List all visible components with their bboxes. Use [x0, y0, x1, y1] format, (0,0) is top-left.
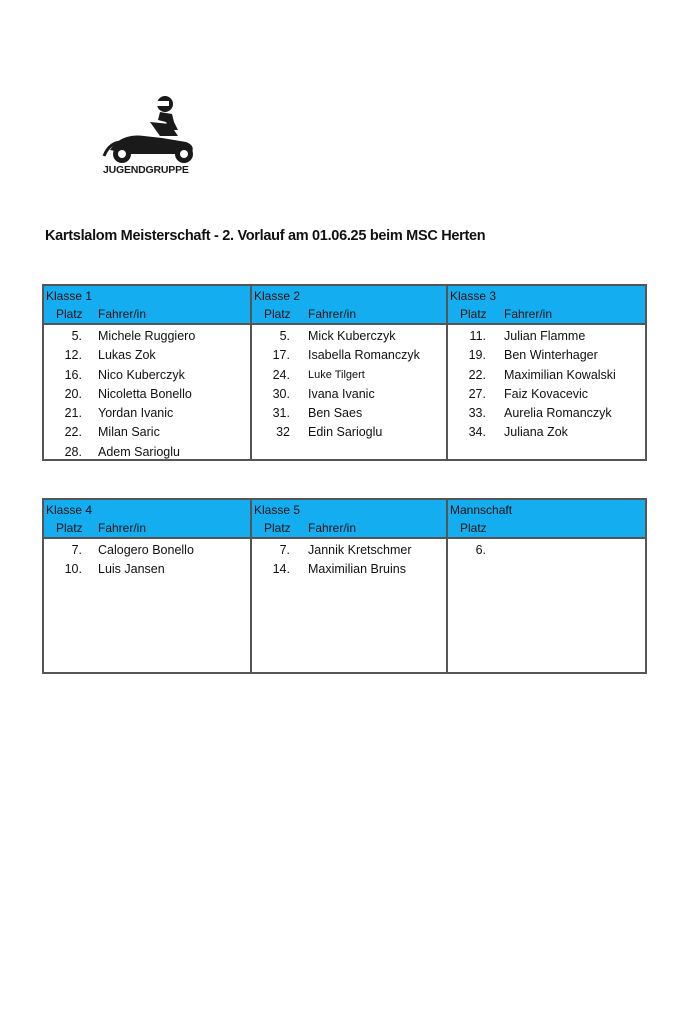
- platz-header: Platz: [264, 307, 291, 321]
- table-row: 22. Milan Saric: [64, 425, 160, 440]
- fahrer-header: Fahrer/in: [504, 307, 553, 321]
- table-row: 24. Luke Tilgert: [272, 367, 365, 382]
- table-row: 21. Yordan Ivanic: [64, 406, 174, 421]
- table-row: 34. Juliana Zok: [468, 425, 568, 440]
- fahrer-header: Fahrer/in: [308, 307, 357, 321]
- table-row: 17. Isabella Romanczyk: [272, 348, 420, 363]
- table-row: 14. Maximilian Bruins: [272, 562, 406, 577]
- table-row: 5. Michele Ruggiero: [71, 329, 196, 343]
- results-table-1: [42, 284, 647, 461]
- klasse-1-column: [44, 286, 250, 459]
- fahrer-header: Fahrer/in: [308, 521, 357, 535]
- platz-header: Platz: [264, 521, 291, 535]
- klasse-3-column: [446, 286, 645, 459]
- table-row: 16. Nico Kuberczyk: [64, 367, 185, 382]
- fahrer-header: Fahrer/in: [98, 521, 147, 535]
- table-row: 5. Mick Kuberczyk: [279, 329, 396, 343]
- class-name: Klasse 4: [46, 503, 93, 517]
- table-row: 22. Maximilian Kowalski: [468, 367, 616, 382]
- platz-header: Platz: [56, 307, 83, 321]
- klasse-5-column: [250, 500, 446, 672]
- table-row: 31. Ben Saes: [272, 406, 363, 421]
- klasse-2-column: [250, 286, 446, 459]
- class-name: Klasse 3: [450, 289, 497, 303]
- column-header: [448, 500, 645, 539]
- column-header: [252, 286, 446, 325]
- column-header: [44, 500, 250, 539]
- results-table-2: [42, 498, 647, 674]
- klasse-4-column: [44, 500, 250, 672]
- table-row: 28. Adem Sarioglu: [64, 444, 180, 459]
- table-row: 11. Julian Flamme: [469, 329, 586, 343]
- class-name: Klasse 1: [46, 289, 93, 303]
- class-name: Mannschaft: [450, 503, 513, 517]
- table-row: 19. Ben Winterhager: [468, 348, 598, 363]
- platz-header: Platz: [460, 521, 487, 535]
- fahrer-header: Fahrer/in: [98, 307, 147, 321]
- table-row: 7. Jannik Kretschmer: [279, 543, 412, 557]
- platz-header: Platz: [56, 521, 83, 535]
- column-header: [252, 500, 446, 539]
- class-name: Klasse 2: [254, 289, 301, 303]
- mannschaft-column: [446, 500, 645, 672]
- table-row: 7. Calogero Bonello: [71, 543, 194, 557]
- page-title: Kartslalom Meisterschaft - 2. Vorlauf am 01.06.25 beim MSC Herten: [45, 228, 486, 244]
- class-name: Klasse 5: [254, 503, 301, 517]
- table-row: 10. Luis Jansen: [64, 562, 165, 577]
- column-header: [44, 286, 250, 325]
- table-row: 27. Faiz Kovacevic: [468, 386, 589, 401]
- logo-text: JUGENDGRUPPE: [103, 164, 189, 176]
- table-row: 12. Lukas Zok: [64, 348, 156, 363]
- column-header: [448, 286, 645, 325]
- table-row: 30. Ivana Ivanic: [272, 386, 375, 401]
- table-row: 6.: [475, 543, 486, 557]
- table-row: 20. Nicoletta Bonello: [64, 386, 192, 401]
- platz-header: Platz: [460, 307, 487, 321]
- table-row: 32 Edin Sarioglu: [276, 425, 383, 440]
- table-row: 33. Aurelia Romanczyk: [468, 406, 612, 421]
